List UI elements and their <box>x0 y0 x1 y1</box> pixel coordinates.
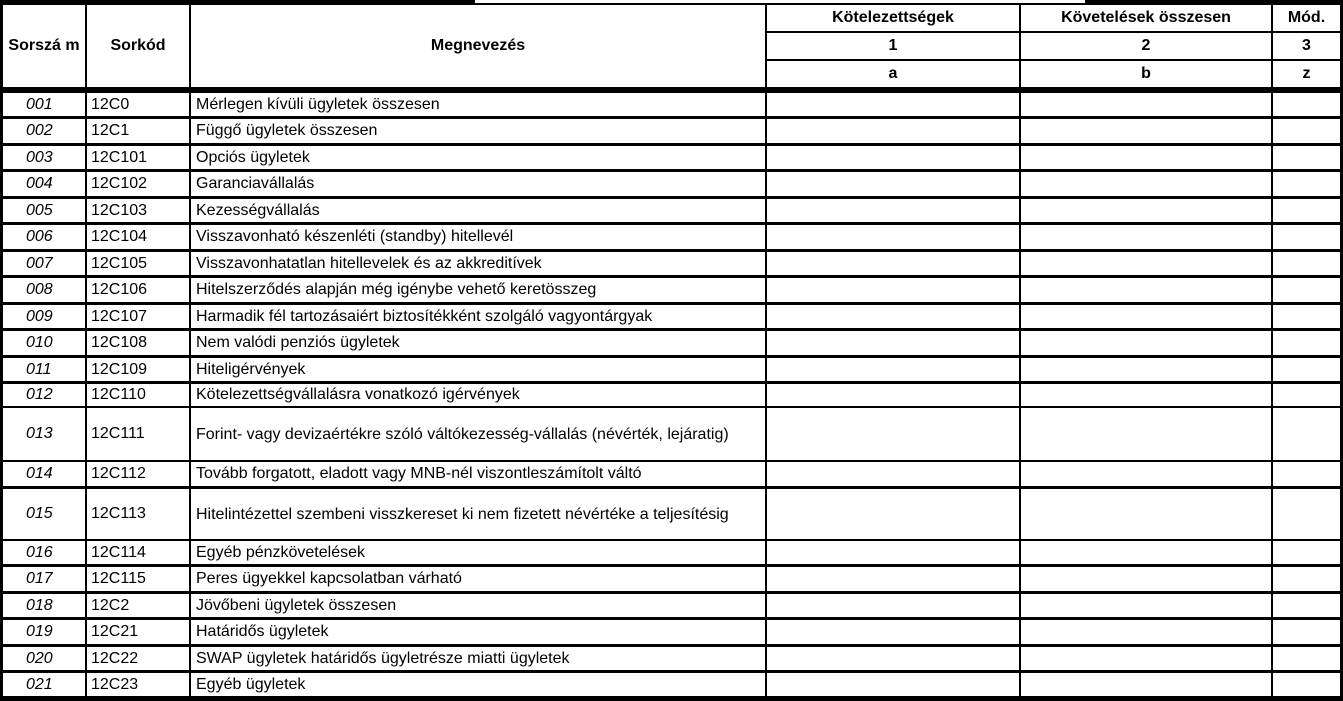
row-kovetelesek-value[interactable] <box>1021 673 1271 696</box>
row-code: 12C108 <box>87 331 189 355</box>
row-number: 005 <box>3 199 85 222</box>
header-sorkod: Sorkód <box>87 5 189 87</box>
row-code: 12C106 <box>87 278 189 302</box>
row-mod-value[interactable] <box>1273 225 1340 249</box>
row-code: 12C109 <box>87 358 189 381</box>
table-row <box>0 620 1343 644</box>
table-row <box>0 594 1343 617</box>
row-kotelezettsegek-value[interactable] <box>767 199 1019 222</box>
row-number: 006 <box>3 225 85 249</box>
row-kotelezettsegek-value[interactable] <box>767 225 1019 249</box>
row-mod-value[interactable] <box>1273 278 1340 302</box>
row-code: 12C112 <box>87 462 189 486</box>
row-number: 012 <box>3 384 85 406</box>
table-row <box>0 225 1343 249</box>
row-name: Hitelszerződés alapján még igénybe vehető keretösszeg <box>191 278 765 302</box>
row-name: Egyéb ügyletek <box>191 673 765 696</box>
row-number: 010 <box>3 331 85 355</box>
header-col-b-number: 2 <box>1021 33 1271 59</box>
row-code: 12C2 <box>87 594 189 617</box>
header-row-letters <box>0 61 1343 87</box>
row-kovetelesek-value[interactable] <box>1021 93 1271 116</box>
row-kotelezettsegek-value[interactable] <box>767 594 1019 617</box>
row-kovetelesek-value[interactable] <box>1021 172 1271 196</box>
header-col-b-letter: b <box>1021 61 1271 87</box>
row-kotelezettsegek-value[interactable] <box>767 172 1019 196</box>
header-row-numbers <box>0 33 1343 59</box>
row-kovetelesek-value[interactable] <box>1021 541 1271 564</box>
header-mod: Mód. <box>1273 5 1340 31</box>
row-kovetelesek-value[interactable] <box>1021 305 1271 328</box>
header-kovetelesek: Követelések összesen <box>1021 5 1271 31</box>
header-kotelezettsegek: Kötelezettségek <box>767 5 1019 31</box>
row-kotelezettsegek-value[interactable] <box>767 620 1019 644</box>
row-name: Peres ügyekkel kapcsolatban várható <box>191 567 765 591</box>
row-kovetelesek-value[interactable] <box>1021 567 1271 591</box>
row-mod-value[interactable] <box>1273 146 1340 169</box>
row-kotelezettsegek-value[interactable] <box>767 305 1019 328</box>
row-mod-value[interactable] <box>1273 172 1340 196</box>
row-code: 12C110 <box>87 384 189 406</box>
row-kotelezettsegek-value[interactable] <box>767 278 1019 302</box>
row-kotelezettsegek-value[interactable] <box>767 489 1019 539</box>
row-name: Visszavonhatatlan hitellevelek és az akkreditívek <box>191 252 765 275</box>
row-mod-value[interactable] <box>1273 331 1340 355</box>
row-code: 12C103 <box>87 199 189 222</box>
row-number: 009 <box>3 305 85 328</box>
row-code: 12C101 <box>87 146 189 169</box>
row-name: Hitelintézettel szembeni visszkereset ki nem fizetett névértéke a teljesítésig <box>191 489 765 539</box>
row-code: 12C115 <box>87 567 189 591</box>
row-name: Egyéb pénzkövetelések <box>191 541 765 564</box>
row-kotelezettsegek-value[interactable] <box>767 408 1019 460</box>
row-mod-value[interactable] <box>1273 567 1340 591</box>
row-number: 008 <box>3 278 85 302</box>
row-code: 12C22 <box>87 647 189 670</box>
table-row <box>0 119 1343 143</box>
row-name: Harmadik fél tartozásaiért biztosítékként szolgáló vagyontárgyak <box>191 305 765 328</box>
row-code: 12C21 <box>87 620 189 644</box>
row-code: 12C113 <box>87 489 189 539</box>
row-name: Függő ügyletek összesen <box>191 119 765 143</box>
row-name: Visszavonható készenléti (standby) hitellevél <box>191 225 765 249</box>
row-kovetelesek-value[interactable] <box>1021 199 1271 222</box>
row-mod-value[interactable] <box>1273 462 1340 486</box>
row-kotelezettsegek-value[interactable] <box>767 567 1019 591</box>
header-col-a-letter: a <box>767 61 1019 87</box>
row-number: 011 <box>3 358 85 381</box>
row-code: 12C0 <box>87 93 189 116</box>
row-mod-value[interactable] <box>1273 673 1340 696</box>
row-code: 12C107 <box>87 305 189 328</box>
row-name: Opciós ügyletek <box>191 146 765 169</box>
row-number: 007 <box>3 252 85 275</box>
row-kovetelesek-value[interactable] <box>1021 489 1271 539</box>
row-mod-value[interactable] <box>1273 358 1340 381</box>
row-name: Jövőbeni ügyletek összesen <box>191 594 765 617</box>
table-row <box>0 647 1343 670</box>
row-kotelezettsegek-value[interactable] <box>767 358 1019 381</box>
row-name: Tovább forgatott, eladott vagy MNB-nél viszontleszámítolt váltó <box>191 462 765 486</box>
row-mod-value[interactable] <box>1273 93 1340 116</box>
row-mod-value[interactable] <box>1273 594 1340 617</box>
table-row <box>0 331 1343 355</box>
row-code: 12C114 <box>87 541 189 564</box>
table-row <box>0 278 1343 302</box>
row-number: 020 <box>3 647 85 670</box>
row-name: Garanciavállalás <box>191 172 765 196</box>
row-kotelezettsegek-value[interactable] <box>767 146 1019 169</box>
table-row <box>0 541 1343 564</box>
row-name: Mérlegen kívüli ügyletek összesen <box>191 93 765 116</box>
row-code: 12C104 <box>87 225 189 249</box>
row-number: 017 <box>3 567 85 591</box>
row-mod-value[interactable] <box>1273 199 1340 222</box>
row-code: 12C23 <box>87 673 189 696</box>
header-col-a-number: 1 <box>767 33 1019 59</box>
row-name: Forint- vagy devizaértékre szóló váltókezesség-vállalás (névérték, lejáratig) <box>191 408 765 460</box>
row-name: Kezességvállalás <box>191 199 765 222</box>
row-kovetelesek-value[interactable] <box>1021 252 1271 275</box>
row-name: SWAP ügyletek határidős ügyletrésze miatti ügyletek <box>191 647 765 670</box>
row-kotelezettsegek-value[interactable] <box>767 252 1019 275</box>
row-name: Nem valódi penziós ügyletek <box>191 331 765 355</box>
header-row-titles <box>0 5 1343 31</box>
table-row <box>0 673 1343 696</box>
header-col-z-letter: z <box>1273 61 1340 87</box>
row-code: 12C102 <box>87 172 189 196</box>
row-mod-value[interactable] <box>1273 305 1340 328</box>
row-mod-value[interactable] <box>1273 119 1340 143</box>
table-row <box>0 567 1343 591</box>
row-number: 016 <box>3 541 85 564</box>
header-sorszam: Sorszá m <box>3 5 85 87</box>
table-row <box>0 358 1343 381</box>
row-number: 014 <box>3 462 85 486</box>
table-row <box>0 408 1343 460</box>
row-kotelezettsegek-value[interactable] <box>767 119 1019 143</box>
table-row <box>0 172 1343 196</box>
row-name: Határidős ügyletek <box>191 620 765 644</box>
row-mod-value[interactable] <box>1273 620 1340 644</box>
row-number: 001 <box>3 93 85 116</box>
row-kovetelesek-value[interactable] <box>1021 225 1271 249</box>
row-mod-value[interactable] <box>1273 408 1340 460</box>
row-kovetelesek-value[interactable] <box>1021 620 1271 644</box>
row-mod-value[interactable] <box>1273 541 1340 564</box>
row-number: 002 <box>3 119 85 143</box>
row-mod-value[interactable] <box>1273 384 1340 406</box>
row-mod-value[interactable] <box>1273 252 1340 275</box>
row-code: 12C111 <box>87 408 189 460</box>
table-row <box>0 146 1343 169</box>
top-border-gap <box>475 0 1085 3</box>
row-number: 003 <box>3 146 85 169</box>
row-kovetelesek-value[interactable] <box>1021 278 1271 302</box>
row-kovetelesek-value[interactable] <box>1021 647 1271 670</box>
row-kovetelesek-value[interactable] <box>1021 119 1271 143</box>
row-kovetelesek-value[interactable] <box>1021 331 1271 355</box>
row-number: 015 <box>3 489 85 539</box>
row-mod-value[interactable] <box>1273 647 1340 670</box>
row-kovetelesek-value[interactable] <box>1021 146 1271 169</box>
row-kovetelesek-value[interactable] <box>1021 462 1271 486</box>
row-kovetelesek-value[interactable] <box>1021 408 1271 460</box>
row-number: 004 <box>3 172 85 196</box>
header-megnevezes: Megnevezés <box>191 5 765 87</box>
header-col-z-number: 3 <box>1273 33 1340 59</box>
row-code: 12C1 <box>87 119 189 143</box>
row-kovetelesek-value[interactable] <box>1021 594 1271 617</box>
row-kotelezettsegek-value[interactable] <box>767 673 1019 696</box>
table-row <box>0 199 1343 222</box>
row-kovetelesek-value[interactable] <box>1021 358 1271 381</box>
row-kotelezettsegek-value[interactable] <box>767 647 1019 670</box>
row-kotelezettsegek-value[interactable] <box>767 384 1019 406</box>
row-name: Hiteligérvények <box>191 358 765 381</box>
table-row <box>0 384 1343 406</box>
row-kotelezettsegek-value[interactable] <box>767 331 1019 355</box>
row-mod-value[interactable] <box>1273 489 1340 539</box>
row-code: 12C105 <box>87 252 189 275</box>
table-row <box>0 462 1343 486</box>
row-number: 019 <box>3 620 85 644</box>
table-row <box>0 489 1343 539</box>
table-row <box>0 252 1343 275</box>
table-row <box>0 93 1343 116</box>
row-number: 018 <box>3 594 85 617</box>
row-kotelezettsegek-value[interactable] <box>767 93 1019 116</box>
table-row <box>0 305 1343 328</box>
row-number: 013 <box>3 408 85 460</box>
row-name: Kötelezettségvállalásra vonatkozó igérvények <box>191 384 765 406</box>
row-kovetelesek-value[interactable] <box>1021 384 1271 406</box>
row-number: 021 <box>3 673 85 696</box>
row-kotelezettsegek-value[interactable] <box>767 541 1019 564</box>
row-kotelezettsegek-value[interactable] <box>767 462 1019 486</box>
